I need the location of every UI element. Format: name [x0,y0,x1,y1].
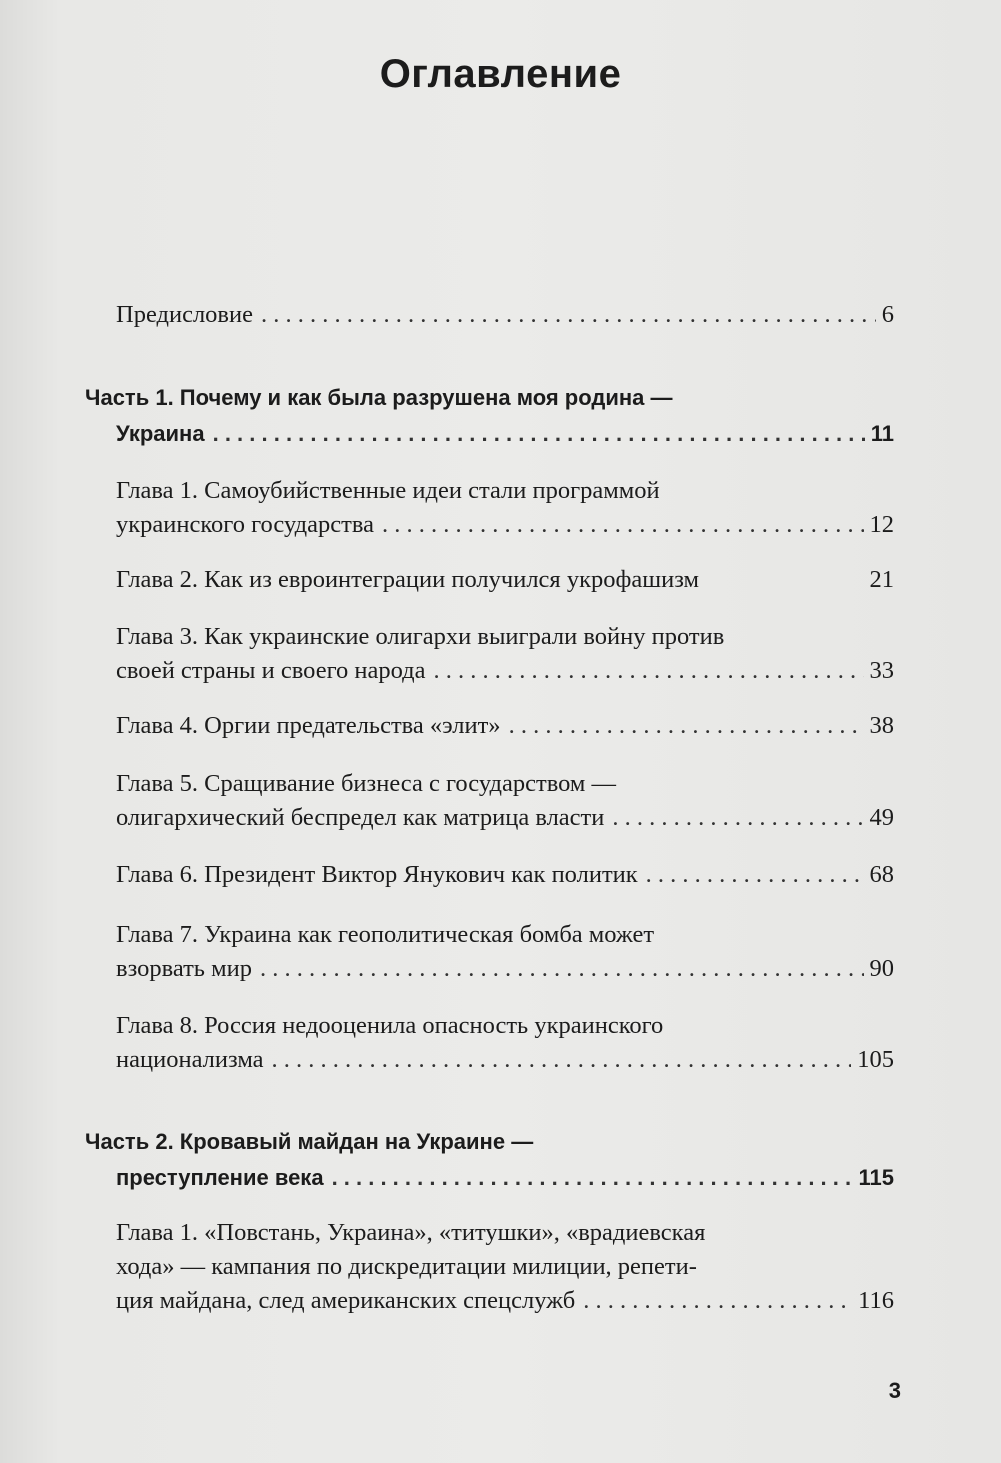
toc-line [116,298,894,332]
toc-line [85,1161,894,1195]
leader-dots [213,417,865,451]
toc-line [116,918,894,952]
toc-line [116,474,894,508]
toc-entry-title: своей страны и своего народа [116,657,426,684]
toc-line [116,1284,894,1318]
toc-page-number: 11 [870,421,894,446]
toc-page-number: 38 [869,712,894,739]
toc-entry-title: Предисловие [116,301,253,328]
toc-entry-title: Глава 3. Как украинские олигархи выиграли войну против [116,623,725,650]
toc-entry-chapter-4 [116,709,894,743]
page-title: Оглавление [379,52,622,96]
toc-line [116,767,894,801]
toc-entry-chapter-3 [116,620,894,688]
toc-page-number: 12 [869,511,894,538]
toc-entry-chapter-2 [116,563,894,597]
toc-entry-preface [116,298,894,332]
leader-dots [260,952,864,986]
leader-dots [434,654,864,688]
toc-page-number: 115 [858,1165,894,1190]
toc-page-number: 105 [857,1046,894,1073]
toc-page-number: 49 [869,804,894,831]
toc-line [116,563,894,597]
toc-page-number: 6 [881,301,894,328]
toc-entry-chapter-6 [116,858,894,892]
toc-entry-title: Глава 5. Сращивание бизнеса с государством — [116,770,617,797]
leader-dots [332,1161,853,1195]
toc-line [85,381,894,415]
toc-line [116,1216,894,1250]
toc-entry-chapter-8 [116,1009,894,1077]
toc-entry-chapter-5 [116,767,894,835]
leader-dots [646,858,864,892]
toc-line [116,508,894,542]
toc-entry-title: ция майдана, след американских спецслужб [116,1287,576,1314]
toc-entry-part-2-chapter-1 [116,1216,894,1318]
toc-entry-title: олигархический беспредел как матрица власти [116,804,605,831]
toc-line [116,1043,894,1077]
toc-line [116,858,894,892]
toc-entry-part-1 [85,381,894,451]
leader-dots [583,1284,852,1318]
leader-dots [272,1043,852,1077]
toc-entry-title: Часть 1. Почему и как была разрушена моя родина — [85,385,673,410]
leader-dots [612,801,863,835]
toc-entry-part-2 [85,1125,894,1195]
toc-entry-title: Глава 1. «Повстань, Украина», «титушки», «врадиевская [116,1219,706,1246]
toc-entry-chapter-7 [116,918,894,986]
toc-line [116,1009,894,1043]
toc-line [116,952,894,986]
toc-entry-title: Глава 4. Оргии предательства «элит» [116,712,501,739]
toc-line [116,801,894,835]
toc-line [116,1250,894,1284]
toc-line [85,417,894,451]
toc-entry-title: Часть 2. Кровавый майдан на Украине — [85,1129,534,1154]
toc-line [116,654,894,688]
toc-entry-chapter-1 [116,474,894,542]
page-number: 3 [888,1378,901,1403]
leader-dots [261,298,876,332]
toc-entry-title: преступление века [116,1165,324,1190]
toc-entry-title: Украина [116,421,205,446]
toc-line [85,1125,894,1159]
toc-entry-title: Глава 1. Самоубийственные идеи стали программой [116,477,660,504]
leader-dots [382,508,864,542]
toc-entry-title: Глава 6. Президент Виктор Янукович как политик [116,861,638,888]
toc-entry-title: взорвать мир [116,955,252,982]
toc-page-number: 90 [869,955,894,982]
toc-entry-title: хода» — кампания по дискредитации милиции, репети- [116,1253,697,1280]
toc-page-number: 21 [869,566,894,593]
toc-entry-title: Глава 7. Украина как геополитическая бомба может [116,921,655,948]
toc-page-number: 33 [869,657,894,684]
toc-entry-title: украинского государства [116,511,374,538]
toc-entry-title: Глава 8. Россия недооценила опасность украинского [116,1012,664,1039]
toc-entry-title: национализма [116,1046,264,1073]
toc-entry-title: Глава 2. Как из евроинтеграции получился укрофашизм [116,566,700,593]
toc-page-number: 68 [869,861,894,888]
leader-dots [509,709,864,743]
toc-line [116,709,894,743]
toc-page-number: 116 [858,1287,894,1314]
toc-line [116,620,894,654]
